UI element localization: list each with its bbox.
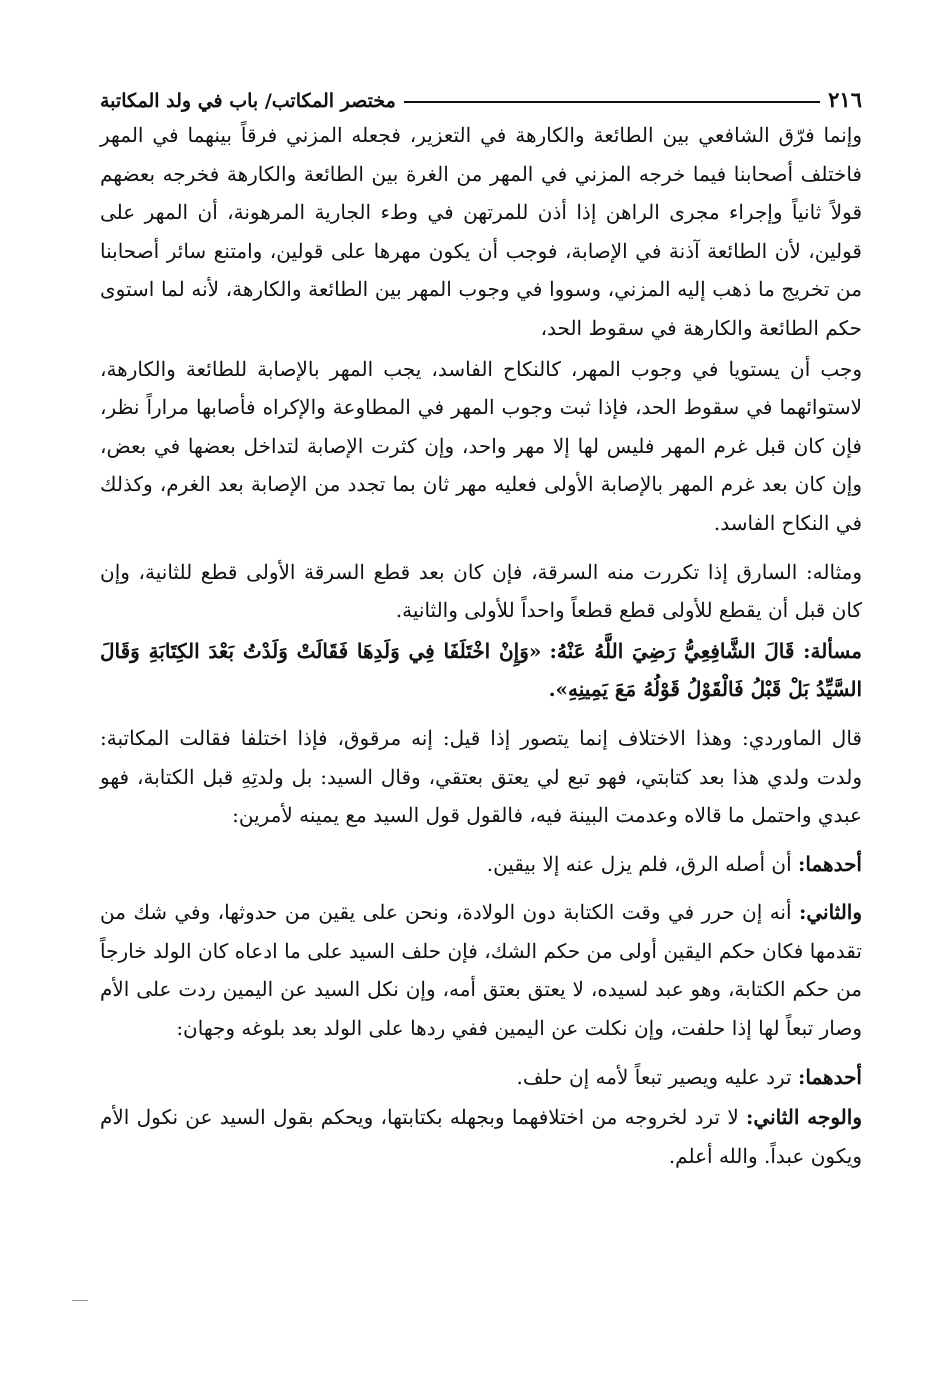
paragraph-text: قال الماوردي: وهذا الاختلاف إنما يتصور إذا قيل: إنه مرقوق، فإذا اختلفا فقالت المكاتبة: ولدت ولدي هذا بعد كتابتي، فهو تبع لي يعتق بعتقي، وقال السيد: بل ولدتِهِ قبل الكتابة، فهو عبدي واحتمل ما قالاه وعدمت البينة فيه، فالقول قول السيد مع يمينه لأمرين: xyxy=(100,725,862,828)
shafii-quote: «وَإِنْ اخْتَلَفَا فِي وَلَدِهَا فَقَالَتْ وَلَدْتُ بَعْدَ الكِتَابَةِ وَقَالَ السَّيِّدُ بَلْ قَبْلُ فَالْقَوْلُ قَوْلُهُ مَعَ يَمِينِهِ». xyxy=(100,638,862,702)
paragraph-text: وإنما فرّق الشافعي بين الطائعة والكارهة في التعزير، فجعله المزني فرقاً بينهما في المهر فاختلف أصحابنا فيما خرجه المزني في المهر من الغرة بين الطائعة والكارهة فخرجه بعضهم قولاً ثانياً وإجراء مجرى الراهن إذا أذن للمرتهن في وطء الجارية المرهونة، أن المهر على قولين، لأن الطائعة آذنة في الإصابة، فوجب أن يكون مهرها على قولين، وامتنع سائر أصحابنا من تخريج ما ذهب إليه المزني، وسووا في وجوب المهر بين الطائعة والكارهة، لأنه لما استوى حكم الطائعة والكارهة في سقوط الحد، xyxy=(100,123,862,340)
paragraph xyxy=(100,893,862,1047)
page-body xyxy=(100,116,862,1175)
margin-mark xyxy=(72,1300,88,1301)
paragraph xyxy=(100,350,862,543)
page-number: ٢١٦ xyxy=(828,87,862,112)
paragraph xyxy=(100,1098,862,1175)
paragraph-text: ومثاله: السارق إذا تكررت منه السرقة، فإن كان بعد قطع السرقة الأولى قطع للثانية، وإن كان قبل أن يقطع للأولى قطع قطعاً واحداً للأولى والثانية. xyxy=(100,559,862,623)
paragraph-text: لا ترد لخروجه من اختلافهما وبجهله بكتابتها، ويحكم بقول السيد عن نكول الأم ويكون عبداً. والله أعلم. xyxy=(100,1105,862,1168)
paragraph-text: أنه إن حرر في وقت الكتابة دون الولادة، ونحن على يقين من حدوثها، وفي شك من تقدمها فكان حكم اليقين أولى من حكم الشك، فإن حلف السيد على ما ادعاه كان الولد خارجاً من حكم الكتابة، وهو عبد لسيده، لا يعتق بعتق أمه، وإن نكل السيد عن اليمين ردت على الأم وصار تبعاً لها إذا حلفت، وإن نكلت عن اليمين ففي ردها على الولد بعد بلوغه وجهان: xyxy=(100,900,863,1041)
running-title: مختصر المكاتب/ باب في ولد المكاتبة xyxy=(100,90,396,112)
paragraph xyxy=(100,719,862,835)
header-rule xyxy=(404,101,820,103)
paragraph-lead: أحدهما: xyxy=(797,851,862,876)
paragraph-text: ترد عليه ويصير تبعاً لأمه إن حلف. xyxy=(516,1064,792,1089)
paragraph-lead: والثاني: xyxy=(798,900,863,925)
paragraph xyxy=(100,845,862,884)
paragraph-lead: والوجه الثاني: xyxy=(746,1105,862,1130)
paragraph-lead: أحدهما: xyxy=(797,1064,862,1089)
paragraph xyxy=(100,553,862,630)
masala-paragraph xyxy=(100,632,862,709)
paragraph-text: أن أصله الرق، فلم يزل عنه إلا بيقين. xyxy=(486,851,792,876)
paragraph xyxy=(100,116,862,348)
page-header xyxy=(100,78,862,112)
masala-heading: مسألة: قَالَ الشَّافِعِيُّ رَضِيَ اللَّهُ عَنْهُ: xyxy=(549,638,863,663)
paragraph xyxy=(100,1058,862,1097)
paragraph-text: وجب أن يستويا في وجوب المهر، كالنكاح الفاسد، يجب المهر بالإصابة للطائعة والكارهة، لاستوائهما في سقوط الحد، فإذا ثبت وجوب المهر في المطاوعة والإكراه فأصابها مراراً نظر، فإن كان قبل غرم المهر فليس لها إلا مهر واحد، وإن كثرت الإصابة لتداخل بعضها في بعض، وإن كان بعد غرم المهر بالإصابة الأولى فعليه مهر ثان بما تجدد من الإصابة بعد الغرم، وكذلك في النكاح الفاسد. xyxy=(100,356,862,535)
